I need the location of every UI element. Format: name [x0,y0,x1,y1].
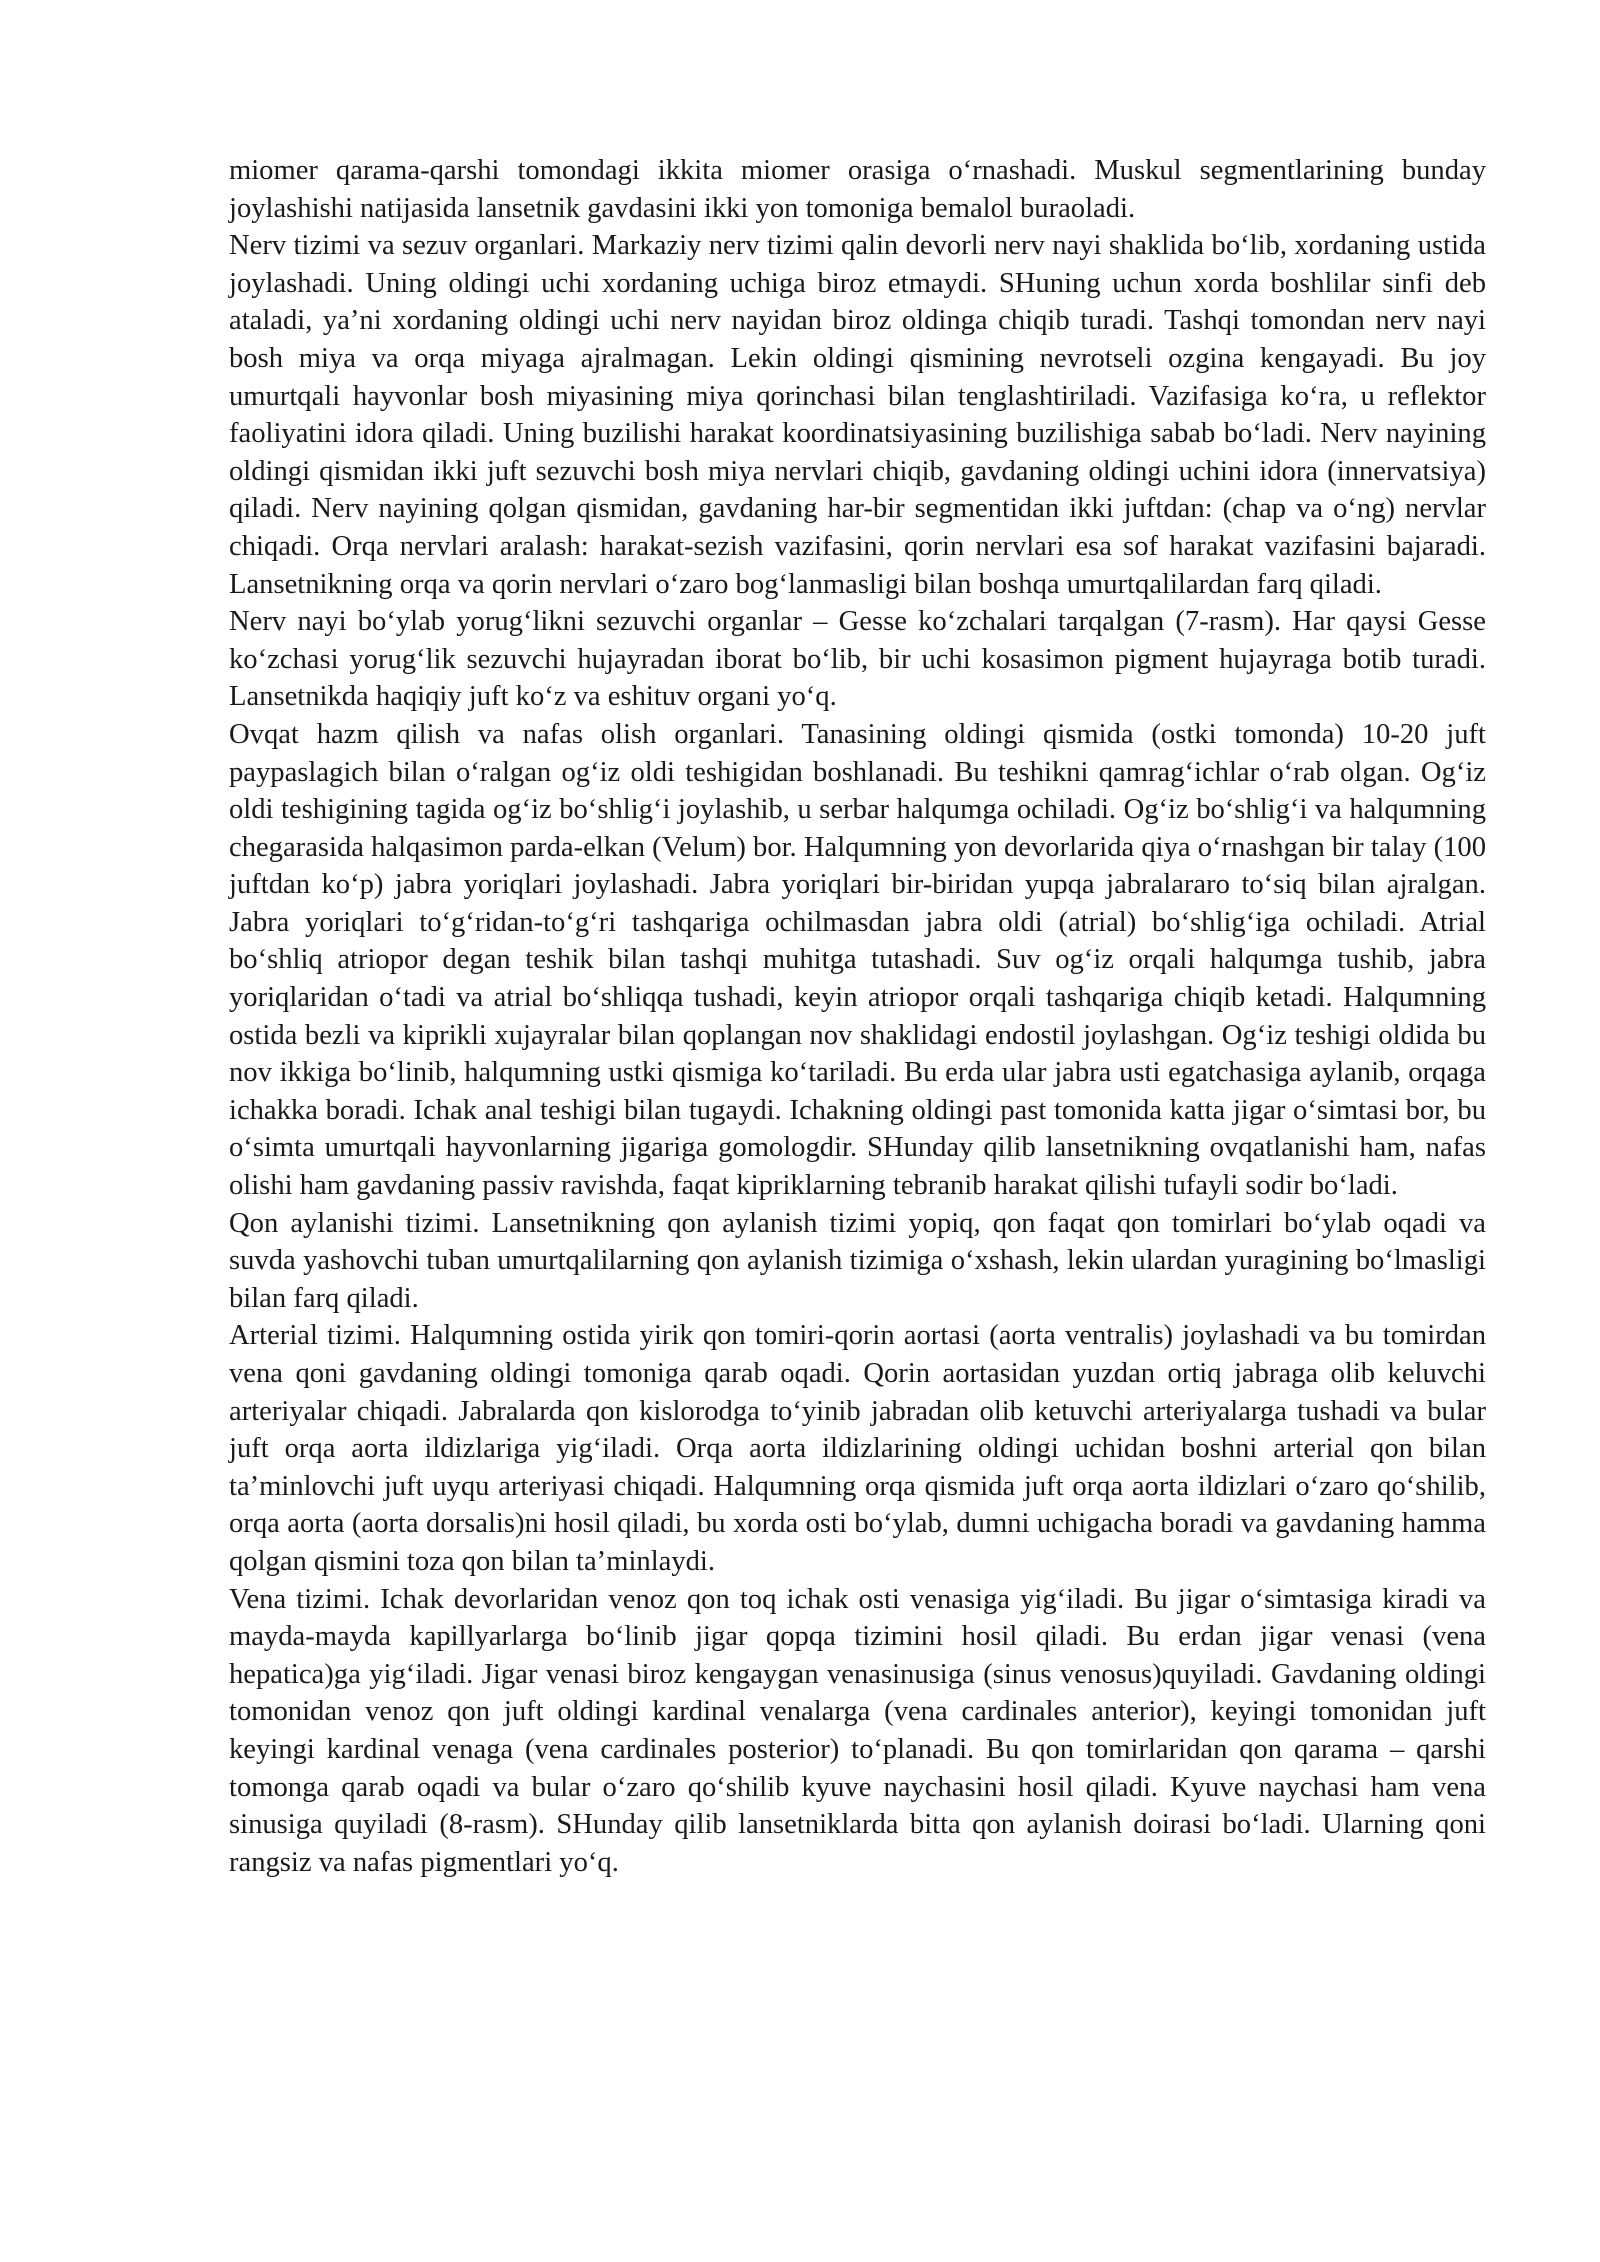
paragraph-digestion-respiration: Ovqat hazm qilish va nafas olish organlari. Tanasining oldingi qismida (ostki tomonda) 10-20 juft paypaslagich bilan o‘ralgan og‘iz oldi teshigidan boshlanadi. Bu teshikni qamrag‘ichlar o‘rab olgan. Og‘iz oldi teshigining tagida og‘iz bo‘shlig‘i joylashib, u serbar halqumga ochiladi. Og‘iz bo‘shlig‘i va halqumning chegarasida halqasimon parda-elkan (Velum) bor. Halqumning yon devorlarida qiya o‘rnashgan bir talay (100 juftdan ko‘p) jabra yoriqlari joylashadi. Jabra yoriqlari bir-biridan yupqa jabralararo to‘siq bilan ajralgan. Jabra yoriqlari to‘g‘ridan-to‘g‘ri tashqariga ochilmasdan jabra oldi (atrial) bo‘shlig‘iga ochiladi. Atrial bo‘shliq atriopor degan teshik bilan tashqi muhitga tutashadi. Suv og‘iz orqali halqumga tushib, jabra yoriqlaridan o‘tadi va atrial bo‘shliqqa tushadi, keyin atriopor orqali tashqariga chiqib ketadi. Halqumning ostida bezli va kiprikli xujayralar bilan qoplangan nov shaklidagi endostil joylashgan. Og‘iz teshigi oldida bu nov ikkiga bo‘linib, halqumning ustki qismiga ko‘tariladi. Bu erda ular jabra usti egatchasiga aylanib, orqaga ichakka boradi. Ichak anal teshigi bilan tugaydi. Ichakning oldingi past tomonida katta jigar o‘simtasi bor, bu o‘simta umurtqali hayvonlarning jigariga gomologdir. SHunday qilib lansetnikning ovqatlanishi ham, nafas olishi ham gavdaning passiv ravishda, faqat kipriklarning tebranib harakat qilishi tufayli sodir bo‘ladi. [229,718,1486,1202]
paragraph-hesse-eyes: Nerv nayi bo‘ylab yorug‘likni sezuvchi organlar – Gesse ko‘zchalari tarqalgan (7-rasm). Har qaysi Gesse ko‘zchasi yorug‘lik sezuvchi hujayradan iborat bo‘lib, bir uchi kosasimon pigment hujayraga botib turadi. Lansetnikda haqiqiy juft ko‘z va eshituv organi yo‘q. [229,606,1486,713]
paragraph-arterial-system: Arterial tizimi. Halqumning ostida yirik qon tomiri-qorin aortasi (aorta ventralis) joylashadi va bu tomirdan vena qoni gavdaning oldingi tomoniga qarab oqadi. Qorin aortasidan yuzdan ortiq jabraga olib keluvchi arteriyalar chiqadi. Jabralarda qon kislorodga to‘yinib jabradan olib ketuvchi arteriyalarga tushadi va bular juft orqa aorta ildizlariga yig‘iladi. Orqa aorta ildizlarining oldingi uchidan boshni arterial qon bilan ta’minlovchi juft uyqu arteriyasi chiqadi. Halqumning orqa qismida juft orqa aorta ildizlari o‘zaro qo‘shilib, orqa aorta (aorta dorsalis)ni hosil qiladi, bu xorda osti bo‘ylab, dumni uchigacha boradi va gavdaning hamma qolgan qismini toza qon bilan ta’minlaydi. [229,1320,1486,1577]
document-page [229,152,1486,1881]
paragraph-nervous-system: Nerv tizimi va sezuv organlari. Markaziy nerv tizimi qalin devorli nerv nayi shaklida bo‘lib, xordaning ustida joylashadi. Uning oldingi uchi xordaning uchiga biroz etmaydi. SHuning uchun xorda boshlilar sinfi deb ataladi, ya’ni xordaning oldingi uchi nerv nayidan biroz oldinga chiqib turadi. Tashqi tomondan nerv nayi bosh miya va orqa miyaga ajralmagan. Lekin oldingi qismining nevrotseli ozgina kengayadi. Bu joy umurtqali hayvonlar bosh miyasining miya qorinchasi bilan tenglashtiriladi. Vazifasiga ko‘ra, u reflektor faoliyatini idora qiladi. Uning buzilishi harakat koordinatsiyasining buzilishiga sabab bo‘ladi. Nerv nayining oldingi qismidan ikki juft sezuvchi bosh miya nervlari chiqib, gavdaning oldingi uchini idora (innervatsiya) qiladi. Nerv nayining qolgan qismidan, gavdaning har-bir segmentidan ikki juftdan: (chap va o‘ng) nervlar chiqadi. Orqa nervlari aralash: harakat-sezish vazifasini, qorin nervlari esa sof harakat vazifasini bajaradi. Lansetnikning orqa va qorin nervlari o‘zaro bog‘lanmasligi bilan boshqa umurtqalilardan farq qiladi. [229,230,1486,600]
paragraph-venous-system: Vena tizimi. Ichak devorlaridan venoz qon toq ichak osti venasiga yig‘iladi. Bu jigar o‘simtasiga kiradi va mayda-mayda kapillyarlarga bo‘linib jigar qopqa tizimini hosil qiladi. Bu erdan jigar venasi (vena hepatica)ga yig‘iladi. Jigar venasi biroz kengaygan venasinusiga (sinus venosus)quyiladi. Gavdaning oldingi tomonidan venoz qon juft oldingi kardinal venalarga (vena cardinales anterior), keyingi tomonidan juft keyingi kardinal venaga (vena cardinales posterior) to‘planadi. Bu qon tomirlaridan qon qarama – qarshi tomonga qarab oqadi va bular o‘zaro qo‘shilib kyuve naychasini hosil qiladi. Kyuve naychasi ham vena sinusiga quyiladi (8-rasm). SHunday qilib lansetniklarda bitta qon aylanish doirasi bo‘ladi. Ularning qoni rangsiz va nafas pigmentlari yo‘q. [229,1583,1486,1878]
paragraph-muscle-segments: miomer qarama-qarshi tomondagi ikkita miomer orasiga o‘rnashadi. Muskul segmentlarining bunday joylashishi natijasida lansetnik gavdasini ikki yon tomoniga bemalol buraoladi. [229,155,1486,224]
paragraph-circulatory-system: Qon aylanishi tizimi. Lansetnikning qon aylanish tizimi yopiq, qon faqat qon tomirlari bo‘ylab oqadi va suvda yashovchi tuban umurtqalilarning qon aylanish tizimiga o‘xshash, lekin ulardan yuragining bo‘lmasligi bilan farq qiladi. [229,1207,1486,1314]
